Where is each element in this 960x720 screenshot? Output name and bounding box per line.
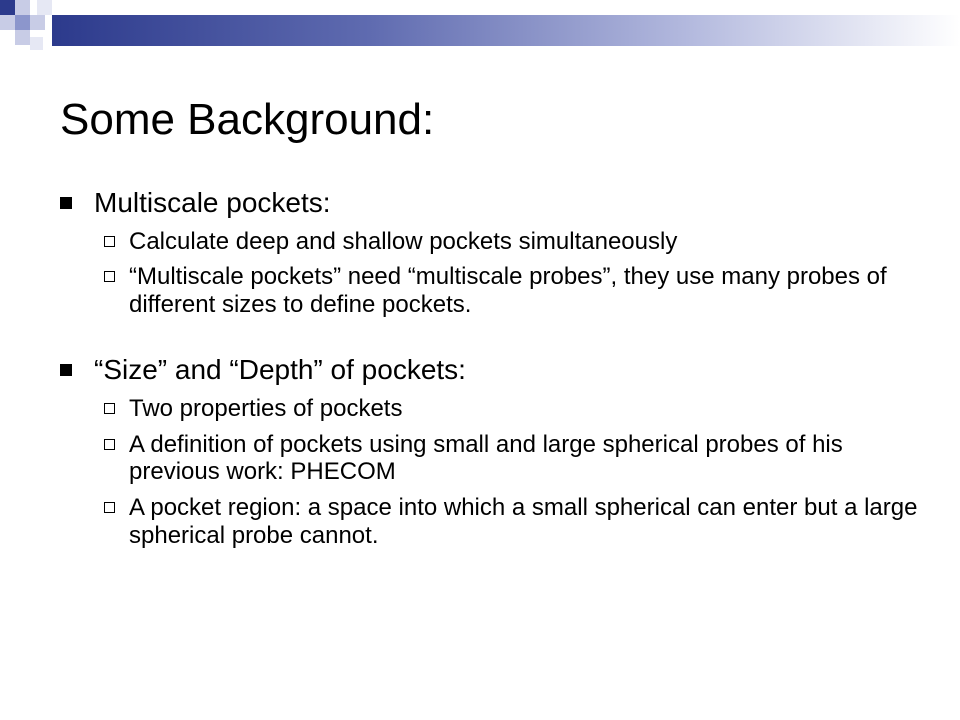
bullet-level-2: [104, 395, 940, 423]
corner-square-decoration: [15, 30, 30, 45]
bullet-text: Calculate deep and shallow pockets simultaneously: [129, 227, 678, 255]
section-multiscale-pockets: [60, 186, 940, 319]
bullet-heading: Multiscale pockets:: [94, 187, 331, 218]
bullet-text: Two properties of pockets: [129, 394, 403, 422]
hollow-square-bullet-icon: [104, 439, 115, 450]
corner-square-decoration: [0, 15, 15, 30]
bullet-text: “Multiscale pockets” need “multiscale probes”, they use many probes of different sizes to define pockets.: [129, 263, 887, 319]
hollow-square-bullet-icon: [104, 502, 115, 513]
header-gradient-bar: [52, 15, 960, 46]
bullet-level-2: [104, 263, 940, 319]
square-bullet-icon: [60, 197, 72, 209]
hollow-square-bullet-icon: [104, 403, 115, 414]
corner-square-decoration: [37, 0, 52, 15]
bullet-text: A pocket region: a space into which a small spherical can enter but a large spherical probe cannot.: [129, 494, 918, 549]
bullet-level-2: [104, 228, 940, 256]
slide-title: Some Background:: [60, 95, 435, 144]
square-bullet-icon: [60, 364, 72, 376]
slide-body: [60, 186, 940, 584]
corner-square-decoration: [15, 0, 30, 15]
corner-square-decoration: [15, 15, 30, 30]
bullet-level-1: [60, 186, 940, 220]
hollow-square-bullet-icon: [104, 236, 115, 247]
section-size-and-depth: [60, 353, 940, 550]
hollow-square-bullet-icon: [104, 271, 115, 282]
bullet-heading: “Size” and “Depth” of pockets:: [94, 354, 466, 386]
bullet-level-2: [104, 431, 940, 487]
bullet-level-2: [104, 494, 940, 550]
bullet-level-1: [60, 353, 940, 387]
corner-square-decoration: [30, 15, 45, 30]
corner-square-decoration: [30, 37, 43, 50]
corner-square-decoration: [0, 0, 15, 15]
bullet-text: A definition of pockets using small and large spherical probes of his previous work: PHECOM: [129, 430, 843, 486]
